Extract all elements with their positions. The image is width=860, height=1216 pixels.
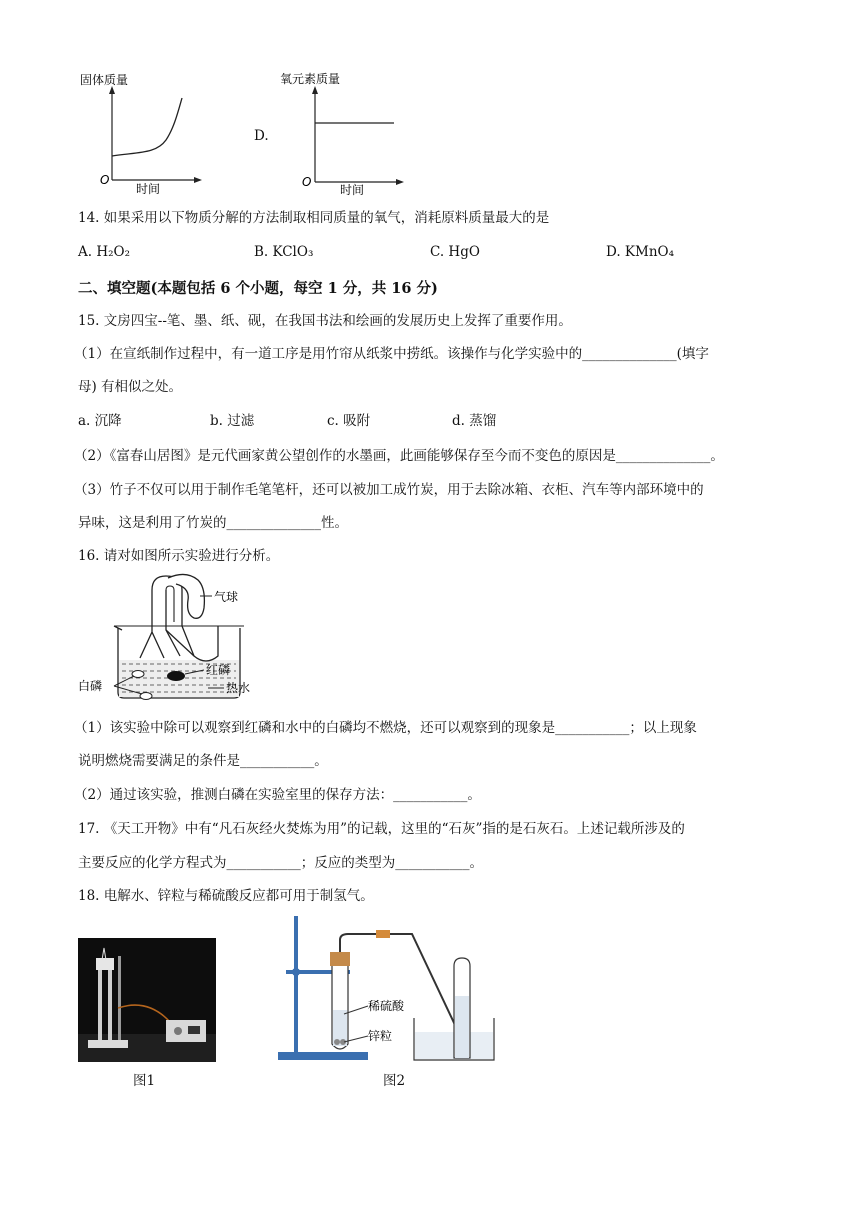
graph-c: [78, 72, 208, 197]
q15-option-b: b. 过滤: [210, 413, 255, 429]
q15-option-c: c. 吸附: [327, 413, 371, 429]
q14-option-c: C. HgO: [430, 244, 480, 260]
tube-left: [140, 590, 164, 658]
figure2-caption: 图2: [383, 1073, 406, 1089]
red-phosphorus-label: 红磷: [206, 663, 231, 677]
q15-part2: （2）《富春山居图》是元代画家黄公望创作的水墨画，此画能够保存至今而不变色的原因是______________。: [74, 448, 724, 464]
figure1-caption: 图1: [133, 1073, 156, 1089]
q15-part1-line1: （1）在宣纸制作过程中，有一道工序是用竹帘从纸浆中捞纸。该操作与化学实验中的______________(填字: [74, 346, 709, 362]
q17-line2: 主要反应的化学方程式为___________；反应的类型为___________。: [78, 855, 483, 871]
x-axis-arrow: [396, 179, 404, 185]
q15-stem: 15. 文房四宝--笔、墨、纸、砚，在我国书法和绘画的发展历史上发挥了重要作用。: [78, 313, 572, 329]
side-arm: [182, 626, 218, 661]
figure1-photo: [78, 938, 216, 1062]
apparatus-svg: [74, 570, 274, 710]
tube-inner: [166, 586, 174, 622]
q15-part1-line2: 母) 有相似之处。: [78, 379, 183, 395]
balloon-label: 气球: [214, 590, 239, 604]
red-phosphorus: [167, 671, 185, 681]
graph-d-svg: [278, 68, 418, 198]
figure2-svg: [272, 914, 500, 1066]
graph-c-xlabel: 时间: [136, 182, 161, 196]
figure2-apparatus: [272, 914, 500, 1066]
clamp-knob: [292, 968, 300, 976]
graph-d-ylabel: 氧元素质量: [280, 72, 341, 86]
q14-stem: 14. 如果采用以下物质分解的方法制取相同质量的氧气，消耗原料质量最大的是: [78, 210, 550, 226]
rubber-joint: [376, 930, 390, 938]
combustion-apparatus-figure: [74, 570, 274, 710]
stopper: [330, 952, 350, 966]
option-d-label: D.: [254, 128, 269, 144]
q16-part1-line1: （1）该实验中除可以观察到红磷和水中的白磷均不燃烧，还可以观察到的现象是___________；以上现象: [74, 720, 697, 736]
graph-c-svg: [78, 72, 208, 197]
graph-c-origin: O: [100, 173, 110, 187]
acid-label: 稀硫酸: [368, 999, 405, 1013]
stand-base: [278, 1052, 368, 1060]
collected-water: [455, 996, 469, 1058]
q14-option-a: A. H₂O₂: [78, 244, 130, 260]
white-phosphorus-label: 白磷: [78, 679, 103, 693]
q17-line1: 17. 《天工开物》中有“凡石灰经火焚炼为用”的记载，这里的“石灰”指的是石灰石。上述记载所涉及的: [78, 821, 685, 837]
graph-c-ylabel: 固体质量: [80, 73, 129, 87]
zinc-1: [334, 1039, 340, 1045]
tube-right: [166, 630, 194, 656]
tube-mid: [166, 590, 180, 656]
curve: [112, 98, 182, 156]
x-axis-arrow: [194, 177, 202, 183]
zinc-label: 锌粒: [368, 1029, 393, 1043]
stand-rod: [294, 916, 298, 1054]
y-axis-arrow: [109, 86, 115, 94]
y-axis-arrow: [312, 86, 318, 94]
q15-part3-line2: 异味，这是利用了竹炭的______________性。: [78, 515, 348, 531]
q18-stem: 18. 电解水、锌粒与稀硫酸反应都可用于制氢气。: [78, 888, 374, 904]
graph-d-origin: O: [302, 175, 312, 189]
hot-water-label: 热水: [226, 681, 251, 695]
figure1-svg: [78, 938, 216, 1062]
q14-option-d: D. KMnO₄: [606, 244, 675, 260]
q15-option-a: a. 沉降: [78, 413, 122, 429]
section-heading: 二、填空题(本题包括 6 个小题，每空 1 分，共 16 分): [78, 280, 438, 297]
graph-d-xlabel: 时间: [340, 183, 365, 197]
q16-part1-line2: 说明燃烧需要满足的条件是___________。: [78, 753, 328, 769]
q15-option-d: d. 蒸馏: [452, 413, 497, 429]
q14-option-b: B. KClO₃: [254, 244, 314, 260]
q15-part3-line1: （3）竹子不仅可以用于制作毛笔笔杆，还可以被加工成竹炭，用于去除冰箱、衣柜、汽车等内部环境中的: [74, 482, 704, 498]
q16-part2: （2）通过该实验，推测白磷在实验室里的保存方法：___________。: [74, 787, 481, 803]
q16-stem: 16. 请对如图所示实验进行分析。: [78, 548, 280, 564]
graph-d: [278, 68, 418, 198]
